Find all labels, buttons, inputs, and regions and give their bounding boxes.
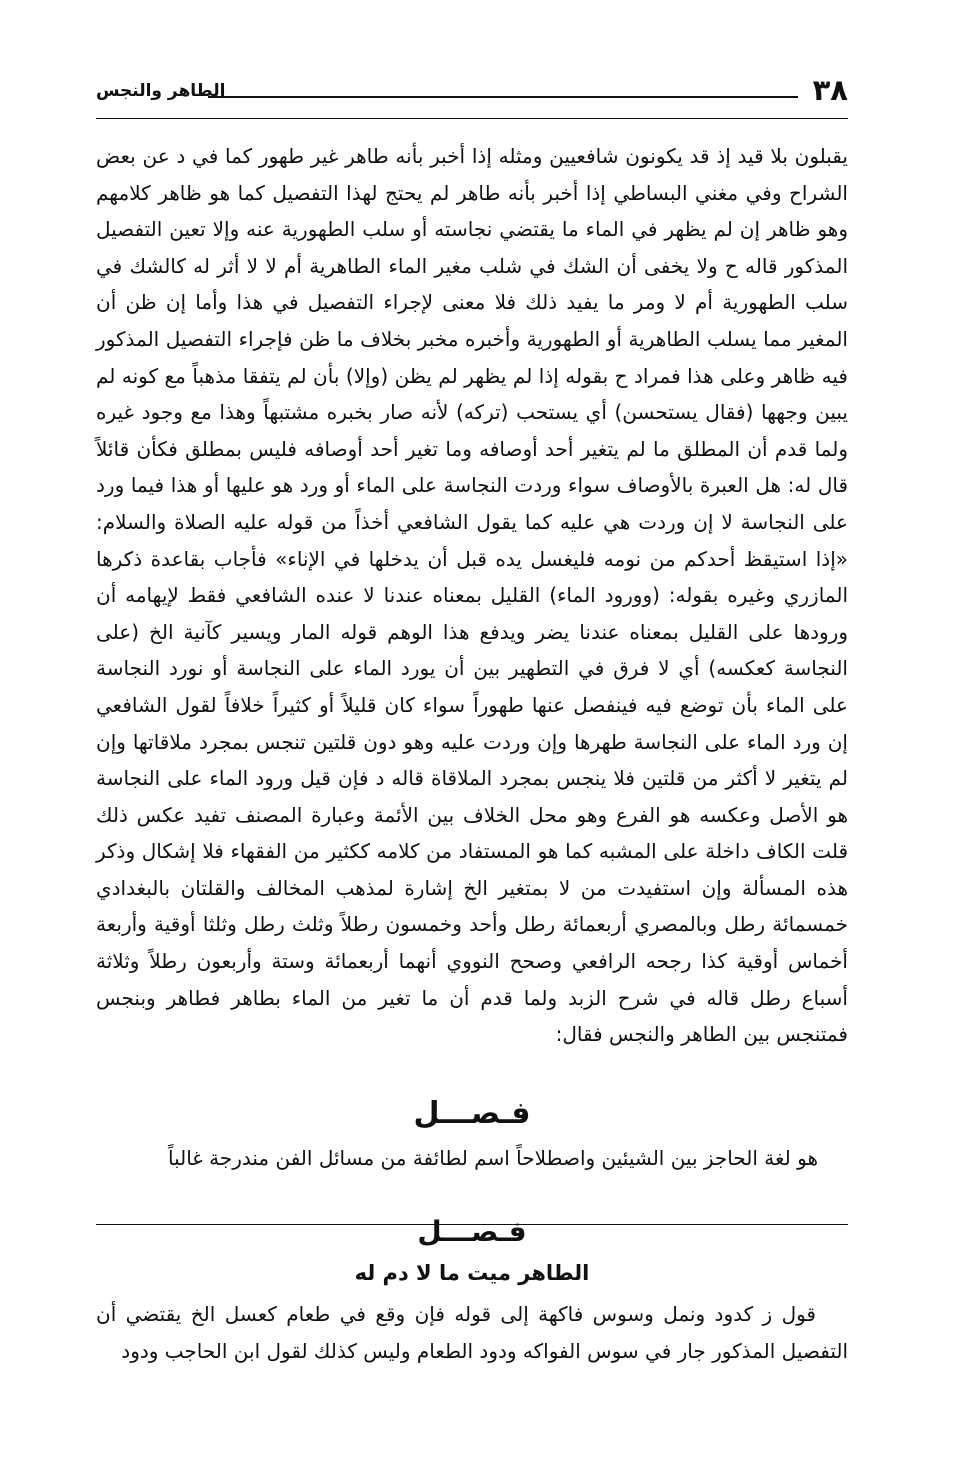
section-definition: هو لغة الحاجز بين الشيئين واصطلاحاً اسم لطائفة من مسائل الفن مندرجة غالباً <box>167 1146 818 1170</box>
footnote-text <box>96 1296 848 1369</box>
footnote-subheading: الطاهر ميت ما لا دم له <box>354 1261 590 1285</box>
header-separator <box>96 118 848 119</box>
running-header <box>96 72 848 112</box>
section-heading: فـصـــل <box>413 1096 531 1131</box>
header-rule <box>208 96 798 98</box>
footnote-heading: فـصـــل <box>417 1215 527 1248</box>
main-paragraph: يقبلون بلا قيد إذ قد يكونون شافعيين ومثله إذا أخبر بأنه طاهر غير طهور كما في د عن بعض الشراح وفي مغني البساطي إذا أخبر بأنه طاهر لم يحتج لهذا التفصيل كما هو ظاهر كلامهم وهو ظاهر إن لم يظهر في الماء ما يقتضي نجاسته أو سلب الطهورية عنه وإلا تعين التفصيل المذكور قاله ح ولا يخفى أن الشك في شلب مغير الماء الطاهرية أم لا لا أثر له كالشك في سلب الطهورية أم لا ومر ما يفيد ذلك فلا معنى لإجراء التفصيل في هذا وأما إن ظن أن المغير مما يسلب الطاهرية أو الطهورية وأخبره مخبر بخلاف ما ظن فإجراء التفصيل المذكور فيه ظاهر وعلى هذا فمراد ح بقوله إذا لم يظهر لم يظن (وإلا) بأن لم يتفقا مذهباً مع كونه لم يبين وجهها (فقال يستحسن) أي يستحب (تركه) لأنه صار بخبره مشتبهاً وهذا مع وجود غيره ولما قدم أن المطلق ما لم يتغير أحد أوصافه وما تغير أحد أوصافه فليس بمطلق فكأن قائلاً قال له: هل العبرة بالأوصاف سواء وردت النجاسة على الماء أو ورد هو عليها أو هذا فيما ورد على النجاسة لا إن وردت هي عليه كما يقول الشافعي أخذاً من قوله عليه الصلاة والسلام: «إذا استيقظ أحدكم من نومه فليغسل يده قبل أن يدخلها في الإناء» فأجاب بقاعدة ذكرها المازري وغيره بقوله: (وورود الماء) القليل بمعناه عندنا لا عنده الشافعي فقط لإيهامه أن ورودها على القليل بمعناه عندنا يضر ويدفع هذا الوهم قوله المار ويسير كآنية الخ (على النجاسة كعكسه) أي لا فرق في التطهير بين أن يورد الماء على النجاسة أو نورد النجاسة على الماء بأن توضع فيه فينفصل عنها طهوراً سواء كان قليلاً أو كثيراً خلافاً لقول الشافعي إن ورد الماء على النجاسة طهرها وإن وردت عليه وهو دون قلتين تنجس بمجرد ملاقاتها وإن لم يتغير لا أكثر من قلتين فلا ينجس بمجرد الملاقاة قاله د فإن قيل ورود الماء على النجاسة هو الأصل وعكسه هو الفرع وهو محل الخلاف بين الأئمة وعبارة المصنف تفيد عكس ذلك قلت الكاف داخلة على المشبه كما هو المستفاد من كلامه ككثير من الفقهاء فلا إشكال وذكر هذه المسألة وإن استفيدت من لا بمتغير الخ إشارة لمذهب المخالف والقلتان بالبغدادي خمسمائة رطل وبالمصري أربعمائة رطل وأحد وخمسون رطلاً وثلث رطل وثلثا أوقية وأربعة أخماس أوقية كذا رجحه الرافعي وصحح النووي أنهما أربعمائة وستة وأربعون رطلاً وثلاثة أسباع رطل قاله في شرح الزبد ولما قدم أن ما تغير من الماء بطاهر فطاهر وبنجس فمتنجس بين الطاهر والنجس فقال: <box>96 144 848 1047</box>
main-text <box>96 138 848 1053</box>
footnote-paragraph: قول ز كدود ونمل وسوس فاكهة إلى قوله فإن وقع في طعام كعسل الخ يقتضي أن التفصيل المذكور جار في سوس الفواكه ودود الطعام وليس كذلك لقول ابن الحاجب ودود <box>96 1302 848 1363</box>
running-title: الطاهر والنجس <box>96 81 226 101</box>
page-number: ٣٨ <box>812 73 848 107</box>
